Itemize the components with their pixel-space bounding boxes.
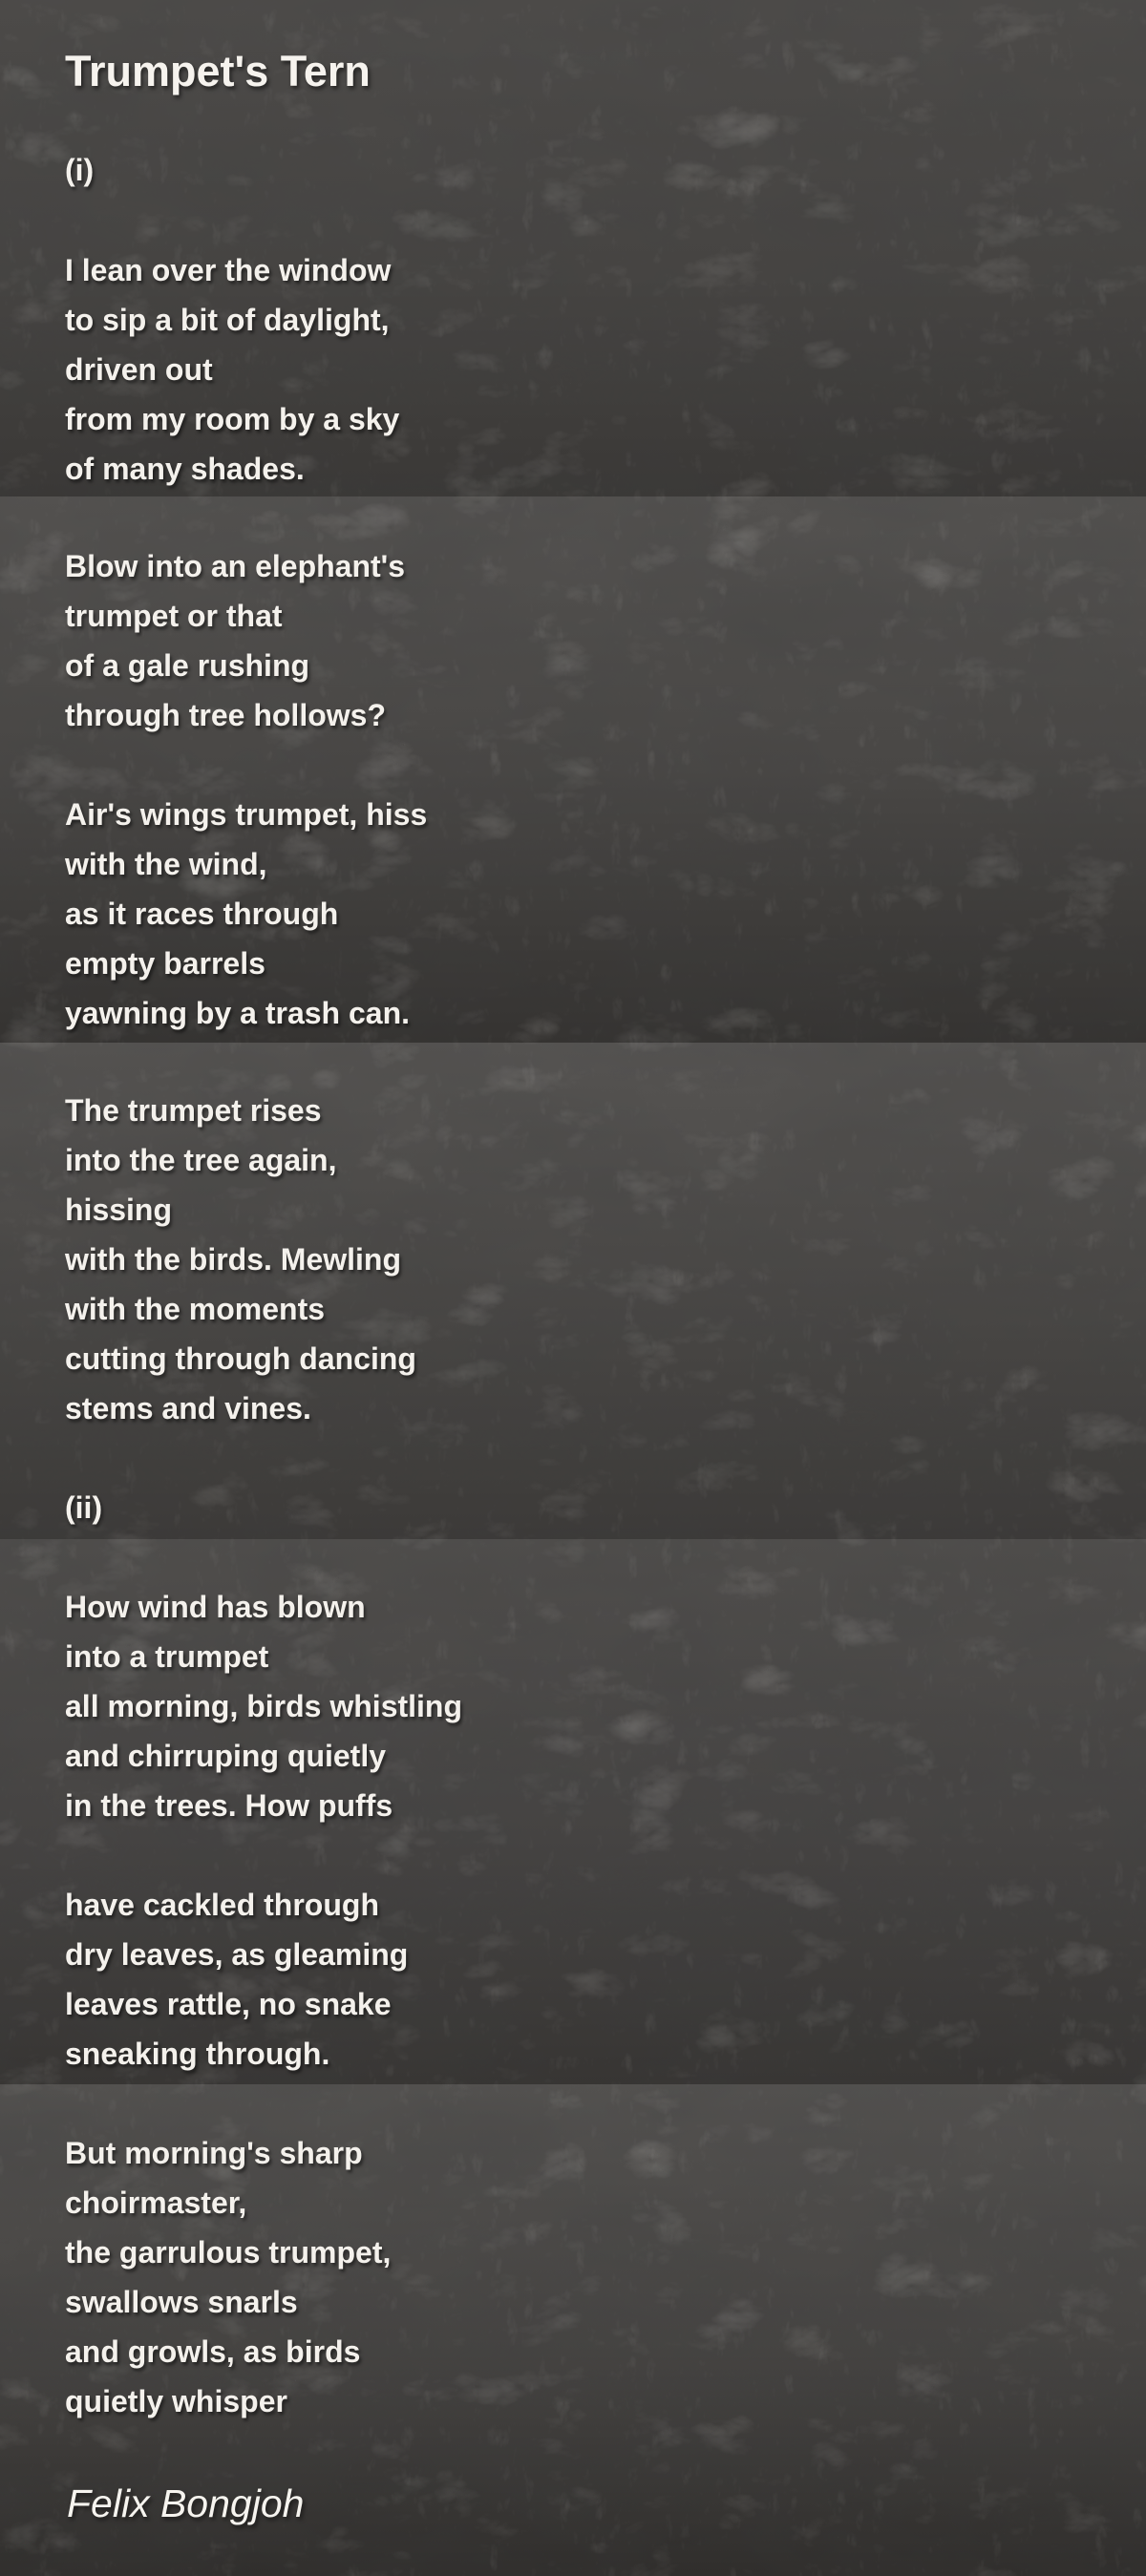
poem-line: to sip a bit of daylight, (65, 303, 390, 337)
poem-line: How wind has blown (65, 1590, 366, 1624)
poem-line: sneaking through. (65, 2037, 330, 2071)
poem-line: the garrulous trumpet, (65, 2235, 392, 2270)
poem-line: I lean over the window (65, 253, 392, 287)
stanza-3 (65, 790, 427, 1038)
poem-line: stems and vines. (65, 1391, 311, 1425)
stanza-7 (65, 2128, 391, 2426)
stanza-1 (65, 245, 399, 494)
section-label-i: (i) (65, 153, 95, 187)
poem-line: through tree hollows? (65, 698, 386, 732)
poem-line: But morning's sharp (65, 2136, 363, 2170)
poem-line: Blow into an elephant's (65, 549, 406, 583)
poem-line: hissing (65, 1193, 173, 1227)
poem-line: with the moments (65, 1292, 326, 1326)
stanza-5 (65, 1582, 462, 1830)
poem-line: of a gale rushing (65, 648, 310, 683)
poem-line: as it races through (65, 897, 339, 931)
poem-line: trumpet or that (65, 599, 283, 633)
poem-line: yawning by a trash can. (65, 996, 410, 1030)
poem-title: Trumpet's Tern (65, 47, 371, 95)
poem-line: dry leaves, as gleaming (65, 1937, 409, 1972)
poem-line: cutting through dancing (65, 1341, 416, 1376)
stanza-4 (65, 1086, 416, 1433)
poem-line: from my room by a sky (65, 402, 400, 436)
poem-line: leaves rattle, no snake (65, 1987, 392, 2021)
poem-line: with the wind, (65, 847, 267, 881)
poem-line: choirmaster, (65, 2185, 247, 2220)
poem-line: have cackled through (65, 1888, 379, 1922)
stanza-6 (65, 1880, 408, 2079)
poem-line: empty barrels (65, 946, 265, 981)
stanza-2 (65, 541, 405, 740)
poem-line: all morning, birds whistling (65, 1689, 463, 1723)
poem-line: in the trees. How puffs (65, 1788, 393, 1823)
section-label-ii: (ii) (65, 1490, 103, 1525)
poem-line: into a trumpet (65, 1639, 269, 1674)
poem-line: of many shades. (65, 452, 305, 486)
poem-line: into the tree again, (65, 1143, 337, 1177)
poem-line: quietly whisper (65, 2384, 287, 2418)
poem-line: and growls, as birds (65, 2334, 361, 2369)
poem-line: swallows snarls (65, 2285, 298, 2319)
poem-line: driven out (65, 352, 213, 387)
author-signature: Felix Bongjoh (67, 2481, 305, 2525)
poem-line: and chirruping quietly (65, 1739, 387, 1773)
poem-line: The trumpet rises (65, 1093, 322, 1128)
poem-line: Air's wings trumpet, hiss (65, 797, 428, 832)
poem-line: with the birds. Mewling (65, 1242, 401, 1277)
